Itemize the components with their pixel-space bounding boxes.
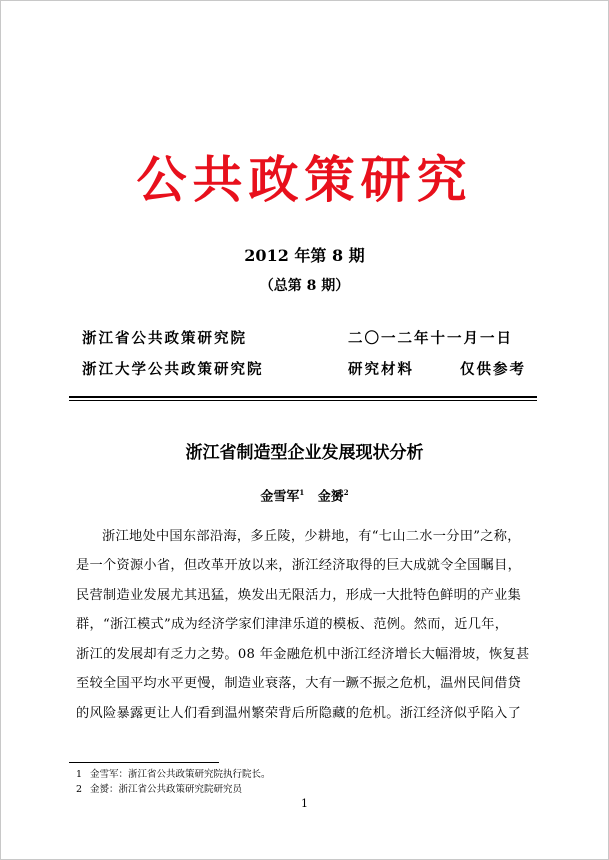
issue-total-number: （总第 8 期）: [259, 278, 350, 294]
footnote-separator: [69, 762, 219, 763]
masthead-title: 公共政策研究: [136, 151, 473, 209]
body-line: 至较全国平均水平更慢，制造业衰落，大有一蹶不振之危机，温州民间借贷: [76, 676, 522, 691]
footnote: [76, 768, 271, 781]
article-authors: [0, 484, 609, 506]
body-line: 群，“浙江模式”成为经济学家们津津乐道的模板、范例。然而，近几年，: [76, 617, 509, 632]
author-name: 金赟: [317, 489, 344, 505]
footnote-text: 金雪军：浙江省公共政策研究院执行院长。: [90, 769, 271, 780]
article-title: 浙江省制造型企业发展现状分析: [185, 443, 424, 463]
body-line: 民营制造业发展尤其迅猛，焕发出无限活力，形成一大批特色鲜明的产业集: [76, 588, 522, 603]
issue-number: 2012 年第 8 期: [244, 246, 365, 265]
footnote-number: 2: [76, 784, 83, 795]
document-type: 研究材料: [348, 361, 414, 378]
body-line: 是一个资源小省，但改革开放以来，浙江经济取得的巨大成就令全国瞩目，: [76, 558, 522, 573]
author-name: 金雪军: [260, 489, 300, 505]
footnote: [76, 783, 242, 796]
footnote-mark: 2: [343, 488, 349, 497]
publisher-org-2: 浙江大学公共政策研究院: [82, 361, 264, 378]
body-line: 浙江的发展却有乏力之势。08 年金融危机中浙江经济增长大幅滑坡，恢复甚: [76, 647, 530, 662]
footnote-number: 1: [76, 769, 83, 780]
footnote-mark: 1: [299, 488, 305, 497]
page-number: 1: [301, 797, 308, 810]
publisher-org-1: 浙江省公共政策研究院: [82, 330, 247, 347]
header-rule-thin: [69, 400, 537, 401]
body-line: 的风险暴露更让人们看到温州繁荣背后所隐藏的危机。浙江经济似乎陷入了: [76, 706, 522, 721]
publish-date: 二〇一二年十一月一日: [348, 330, 513, 347]
header-rule-thick: [69, 396, 537, 398]
body-line: 浙江地处中国东部沿海，多丘陵，少耕地，有“七山二水一分田”之称，: [102, 529, 521, 544]
footnote-text: 金赟：浙江省公共政策研究院研究员: [90, 784, 243, 795]
usage-note: 仅供参考: [460, 361, 526, 378]
